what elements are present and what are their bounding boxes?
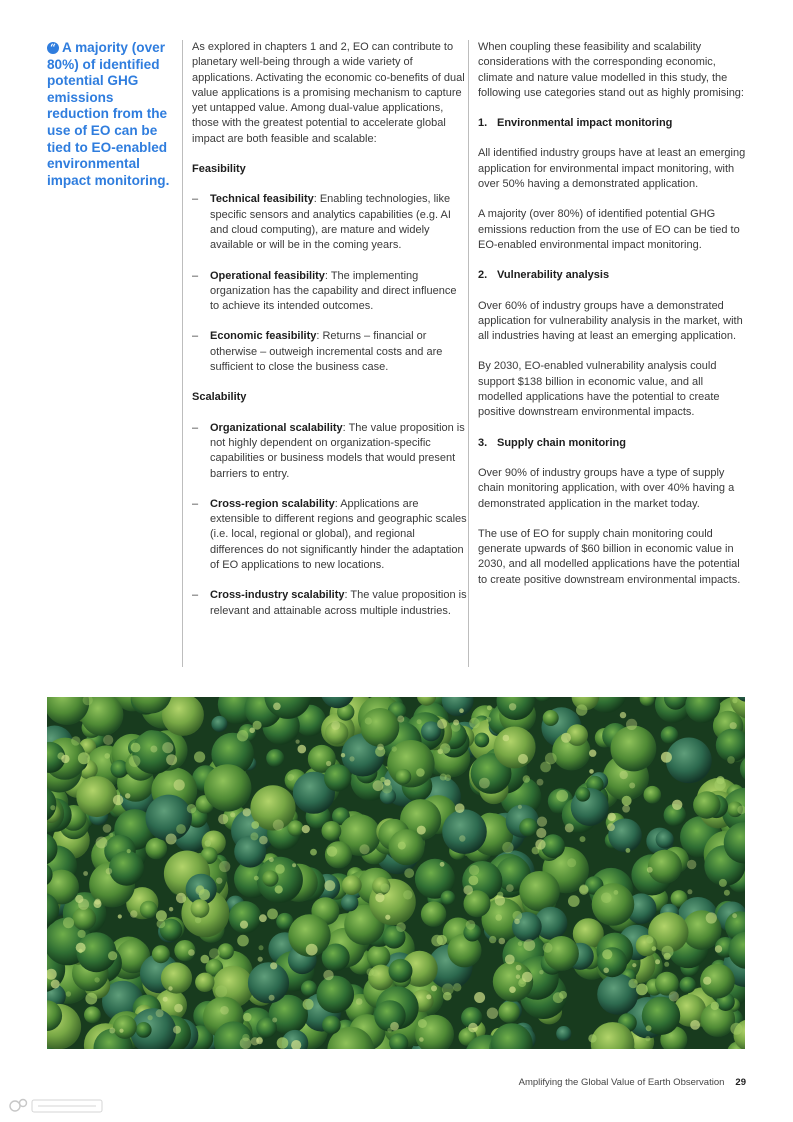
section-paragraph: By 2030, EO-enabled vulnerability analysis could support $138 billion in economic value, and all modelled applications have the potential to create positive downstream environmental impacts. <box>478 360 720 419</box>
pull-quote-text: A majority (over 80%) of identified potential GHG emissions reduction from the use of EO can be tied to EO-enabled environmental impact monitoring. <box>47 40 170 188</box>
page-footer <box>519 1077 746 1088</box>
pull-quote <box>47 40 172 189</box>
bullet-text: : Returns – financial or otherwise – outweigh incremental costs and are sufficient to close the business case. <box>210 330 443 374</box>
bullet-text: : The implementing organization has the capability and direct influence to achieve its intended outcomes. <box>210 269 457 313</box>
right-column <box>468 40 748 667</box>
list-item: – Technical feasibility: Enabling technologies, like specific sensors and analytics capabilities (e.g. AI and cloud computing), are mature and widely available or will be in the coming years. <box>192 193 451 252</box>
feasibility-heading: Feasibility <box>192 163 246 176</box>
section-paragraph: Over 90% of industry groups have a type of supply chain monitoring application, with over 40% having a demonstrated application in the market today. <box>478 466 735 510</box>
list-item: – Cross-region scalability: Applications are extensible to different regions and geographic scales (i.e. local, regional or global), and regional differences do not significantly hinder the adaptation of EO applications to new locations. <box>192 497 467 572</box>
forest-aerial-photo <box>47 697 745 1049</box>
section-heading: 1. Environmental impact monitoring <box>478 117 673 130</box>
bullet-text: : The value proposition is not highly dependent on organization-specific capabilities or business models that would present barriers to entry. <box>210 421 465 480</box>
bullet-text: : Enabling technologies, like specific sensors and analytics capabilities (e.g. AI and cloud computing), are mature and widely available or will be in the coming years. <box>210 193 451 252</box>
section-paragraph: A majority (over 80%) of identified potential GHG emissions reduction from the use of EO can be tied to EO-enabled environmental impact monitoring. <box>478 208 740 251</box>
bullet-text: : The value proposition is relevant and attainable across multiple industries. <box>210 589 467 617</box>
scalability-heading: Scalability <box>192 391 247 404</box>
list-item: – Economic feasibility: Returns – financial or otherwise – outweigh incremental costs and are sufficient to close the business case. <box>192 330 443 374</box>
section-heading: 2. Vulnerability analysis <box>478 269 610 282</box>
bullet-term: Economic feasibility <box>210 330 317 343</box>
bullet-term: Cross-region scalability <box>210 497 335 510</box>
middle-column <box>182 40 467 667</box>
section-paragraph: The use of EO for supply chain monitoring could generate upwards of $60 billion in economic value in 2030, and all modelled applications have the potential to create positive downstream environmental impacts. <box>478 527 741 586</box>
section-heading: 3. Supply chain monitoring <box>478 436 626 449</box>
footer-title: Amplifying the Global Value of Earth Observation <box>518 1077 725 1088</box>
bullet-text: : Applications are extensible to different regions and geographic scales (i.e. local, regional or global), and regional differences do not significantly hinder the adaptation of EO applications to new locations. <box>210 497 467 572</box>
page-number: 29 <box>735 1077 746 1088</box>
watermark-logo <box>8 1096 108 1116</box>
section-paragraph: Over 60% of industry groups have a demonstrated application for vulnerability analysis in the market, with all industries having at least an emerging application. <box>478 299 743 343</box>
section-paragraph: All identified industry groups have at least an emerging application for environmental impact monitoring, with over 50% having a demonstrated application. <box>478 147 746 191</box>
list-item: – Cross-industry scalability: The value proposition is relevant and attainable across multiple industries. <box>192 589 467 617</box>
bullet-term: Organizational scalability <box>210 421 343 434</box>
right-intro: When coupling these feasibility and scalability considerations with the corresponding economic, climate and nature value modelled in this study, the following use categories stand out as highly promising: <box>478 41 744 99</box>
list-item: – Operational feasibility: The implementing organization has the capability and direct influence to achieve its intended outcomes. <box>192 269 457 313</box>
bullet-term: Cross-industry scalability <box>210 589 345 602</box>
bullet-term: Operational feasibility <box>210 269 325 282</box>
list-item: – Organizational scalability: The value proposition is not highly dependent on organization-specific capabilities or business models that would present barriers to entry. <box>192 421 465 480</box>
bullet-term: Technical feasibility <box>210 193 314 206</box>
middle-intro: As explored in chapters 1 and 2, EO can contribute to planetary well-being through a wide variety of applications. Activating the economic co-benefits of dual value applications is a promising mechanism to capture yet untapped value. Among dual-value applications, those with the greatest potential to accelerate global impact are both feasible and scalable: <box>192 41 465 145</box>
quote-icon: “ <box>47 42 59 54</box>
